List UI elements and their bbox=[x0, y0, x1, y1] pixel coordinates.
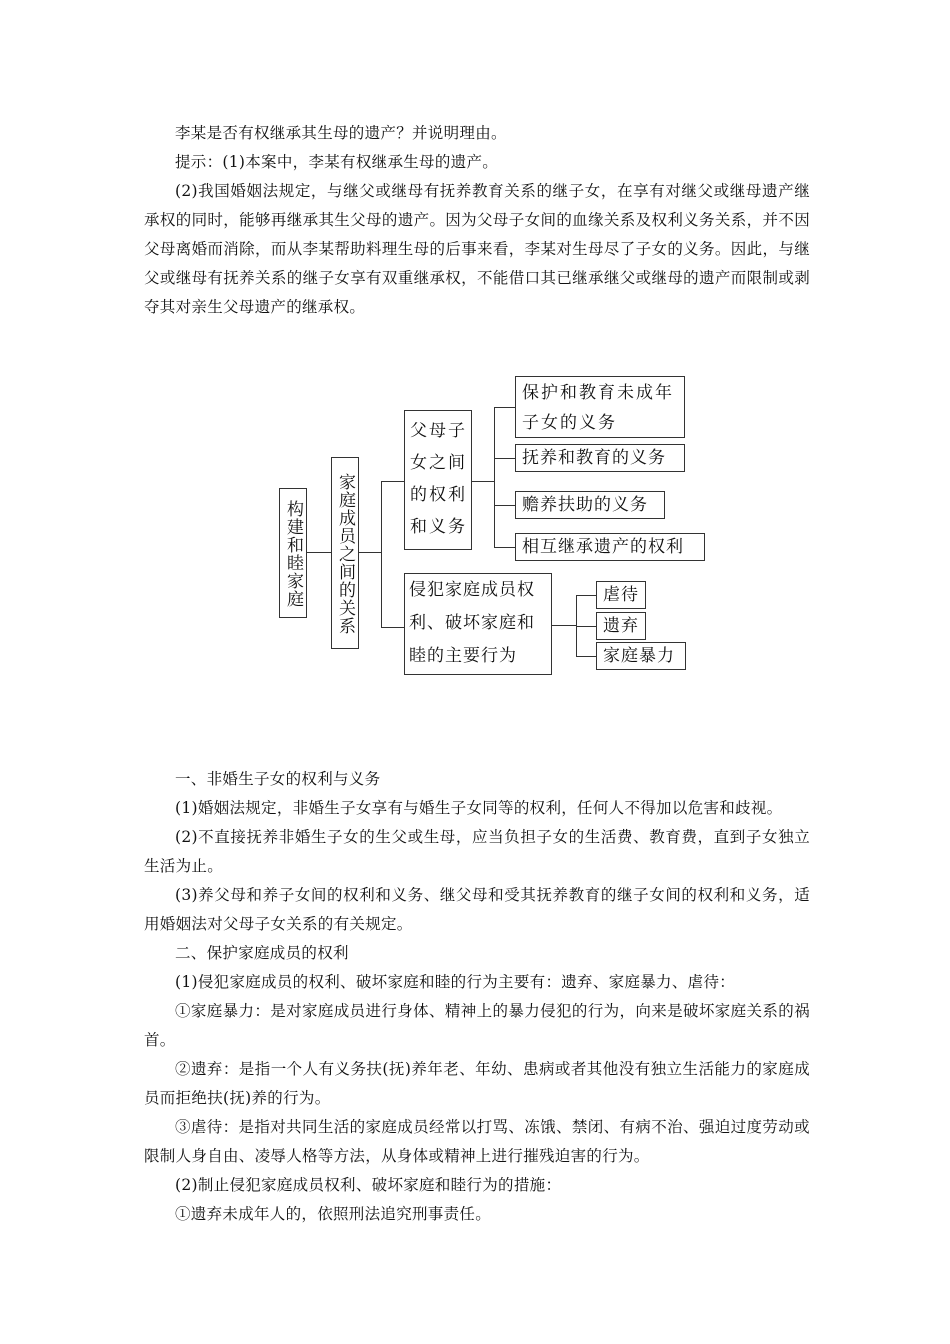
connector-line bbox=[494, 458, 515, 459]
diagram-branch-b-item-3: 家庭暴力 bbox=[596, 642, 686, 670]
diagram-branch-b-item-2: 遗弃 bbox=[596, 612, 646, 640]
diagram-branch-b-item-1: 虐待 bbox=[596, 581, 646, 609]
diagram-branch-b-text: 侵犯家庭成员权利、破坏家庭和睦的主要行为 bbox=[409, 580, 535, 666]
diagram-branch-a-item-3: 赡养扶助的义务 bbox=[515, 491, 665, 519]
connector-line bbox=[381, 481, 382, 627]
question-paragraph: 李某是否有权继承其生母的遗产？并说明理由。 bbox=[175, 124, 507, 142]
explanation-paragraph: (2)我国婚姻法规定，与继父或继母有抚养教育关系的继子女，在享有对继父或继母遗产继承权的同时，能够再继承其生父母的遗产。因为父母子女间的血缘关系及权利义务关系，并不因父母离婚而消除，而从李某帮助料理生母的后事来看，李某对生母尽了子女的义务。因此，与继父或继母有抚养关系的继子女享有双重继承权，不能借口其已继承继父或继母的遗产而限制或剥夺其对亲生父母遗产的继承权。 bbox=[144, 182, 810, 316]
connector-line bbox=[494, 547, 515, 548]
diagram-branch-b-box bbox=[404, 573, 552, 675]
diagram-root-box: 构建和睦家庭 bbox=[279, 488, 307, 618]
body-paragraph: ③虐待：是指对共同生活的家庭成员经常以打骂、冻饿、禁闭、有病不治、强迫过度劳动或限制人身自由、凌辱人格等方法，从身体或精神上进行摧残迫害的行为。 bbox=[144, 1118, 810, 1165]
body-paragraph: ①遗弃未成年人的，依照刑法追究刑事责任。 bbox=[175, 1205, 492, 1223]
body-paragraph: (1)侵犯家庭成员的权利、破坏家庭和睦的行为主要有：遗弃、家庭暴力、虐待： bbox=[175, 973, 736, 991]
connector-line bbox=[381, 481, 404, 482]
connector-line bbox=[307, 552, 331, 553]
connector-line bbox=[494, 407, 495, 547]
body-paragraph: (3)养父母和养子女间的权利和义务、继父母和受其抚养教育的继子女间的权利和义务，适用婚姻法对父母子女关系的有关规定。 bbox=[144, 886, 810, 933]
connector-line bbox=[472, 481, 494, 482]
diagram-level1-box: 家庭成员之间的关系 bbox=[331, 457, 359, 649]
connector-line bbox=[576, 595, 596, 596]
connector-line bbox=[494, 505, 515, 506]
connector-line bbox=[552, 625, 576, 626]
body-paragraph: ①家庭暴力：是对家庭成员进行身体、精神上的暴力侵犯的行为，向来是破坏家庭关系的祸首。 bbox=[144, 1002, 810, 1049]
connector-line bbox=[381, 627, 404, 628]
section-heading: 一、非婚生子女的权利与义务 bbox=[175, 770, 381, 788]
body-paragraph: (1)婚姻法规定，非婚生子女享有与婚生子女同等的权利，任何人不得加以危害和歧视。 bbox=[175, 799, 783, 817]
connector-line bbox=[576, 656, 596, 657]
section-heading: 二、保护家庭成员的权利 bbox=[175, 944, 349, 962]
connector-line bbox=[576, 626, 596, 627]
diagram-branch-a-item-1: 保护和教育未成年子女的义务 bbox=[515, 376, 685, 438]
diagram-branch-a-item-2: 抚养和教育的义务 bbox=[515, 444, 685, 472]
body-paragraph: (2)不直接抚养非婚生子女的生父或生母，应当负担子女的生活费、教育费，直到子女独立生活为止。 bbox=[144, 828, 810, 875]
connector-line bbox=[494, 407, 515, 408]
diagram-branch-a-item-4: 相互继承遗产的权利 bbox=[515, 533, 705, 561]
body-paragraph: ②遗弃：是指一个人有义务扶(抚)养年老、年幼、患病或者其他没有独立生活能力的家庭成员而拒绝扶(抚)养的行为。 bbox=[144, 1060, 810, 1107]
diagram-branch-a-box bbox=[404, 410, 472, 550]
hint-paragraph: 提示：(1)本案中，李某有权继承生母的遗产。 bbox=[175, 153, 499, 171]
body-paragraph: (2)制止侵犯家庭成员权利、破坏家庭和睦行为的措施： bbox=[175, 1176, 562, 1194]
connector-line bbox=[359, 552, 381, 553]
diagram-branch-a-text: 父母子女之间的权利和义务 bbox=[410, 421, 467, 537]
